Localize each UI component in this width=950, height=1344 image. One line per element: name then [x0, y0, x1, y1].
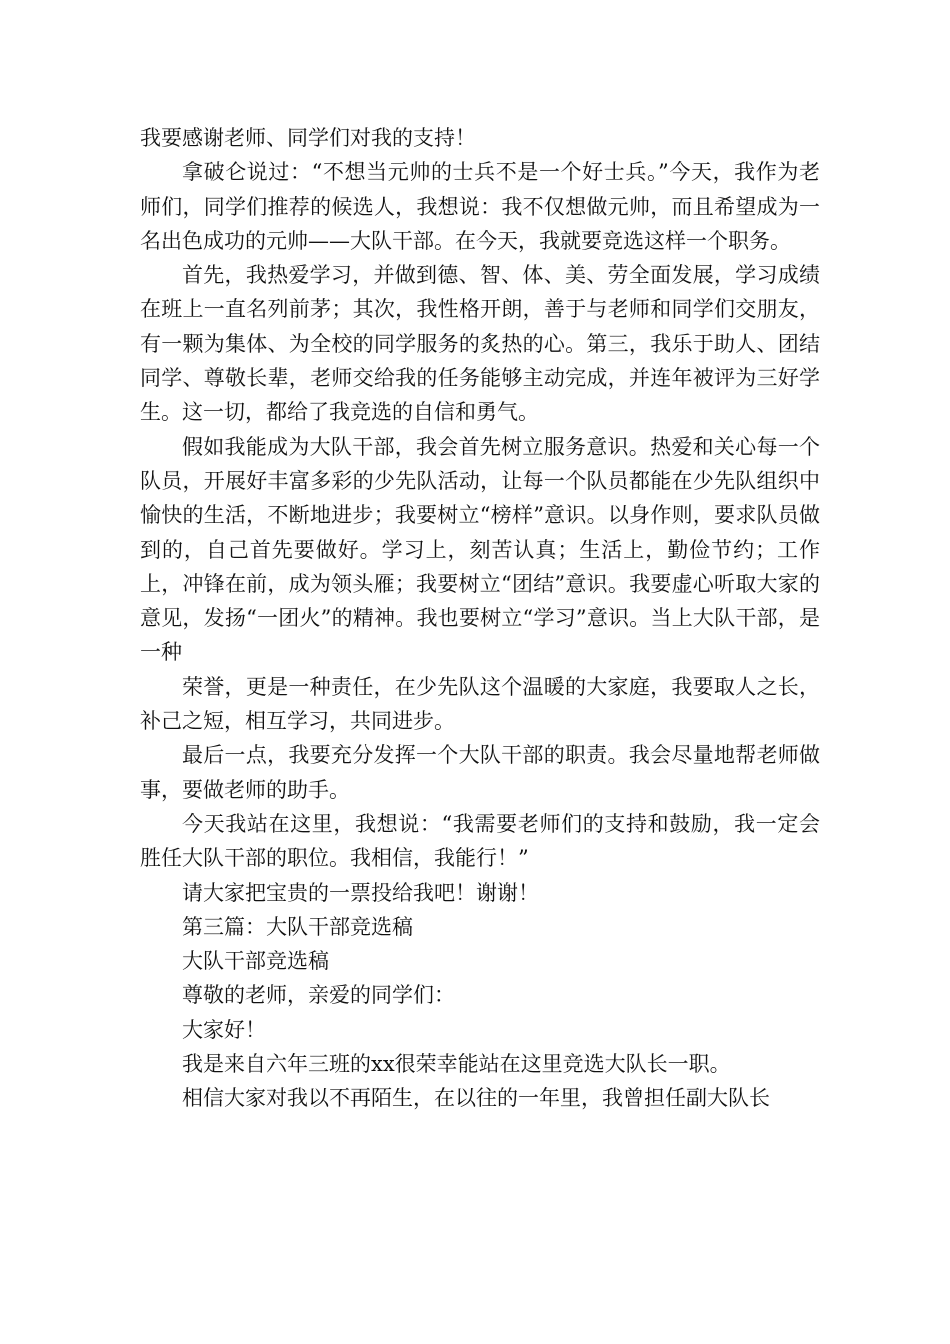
paragraph-duty: 最后一点，我要充分发挥一个大队干部的职责。我会尽量地帮老师做事，要做老师的助手。 [140, 743, 820, 802]
paragraph-vote-request: 请大家把宝贵的一票投给我吧！谢谢！ [182, 880, 539, 905]
greeting: 大家好！ [182, 1017, 266, 1042]
salutation: 尊敬的老师，亲爱的同学们： [182, 983, 455, 1008]
section-heading: 第三篇：大队干部竞选稿 [182, 914, 413, 939]
speech-title: 大队干部竞选稿 [182, 949, 329, 974]
paragraph-introduction: 我是来自六年三班的xx很荣幸能站在这里竞选大队长一职。 [182, 1052, 731, 1077]
paragraph-thanks: 我要感谢老师、同学们对我的支持！ [140, 126, 476, 150]
paragraph-qualities: 首先，我热爱学习，并做到德、智、体、美、劳全面发展，学习成绩在班上一直名列前茅；其次，我性格开朗，善于与老师和同学们交朋友，有一颗为集体、为全校的同学服务的炙热的心。第三，我乐于助人、团结同学、尊敬长辈，老师交给我的任务能够主动完成，并连年被评为三好学生。这一切，都给了我竞选的自信和勇气。 [140, 263, 820, 425]
document-page [140, 121, 820, 1116]
paragraph-napoleon-quote: 拿破仑说过：“不想当元帅的士兵不是一个好士兵。”今天，我作为老师们，同学们推荐的候选人，我想说：我不仅想做元帅，而且希望成为一名出色成功的元帅——大队干部。在今天，我就要竞选这样一个职务。 [140, 160, 820, 253]
paragraph-honor: 荣誉，更是一种责任，在少先队这个温暖的大家庭，我要取人之长，补己之短，相互学习，共同进步。 [140, 674, 820, 734]
paragraph-statement: 今天我站在这里，我想说：“我需要老师们的支持和鼓励，我一定会胜任大队干部的职位。我相信，我能行！” [140, 811, 820, 871]
paragraph-experience: 相信大家对我以不再陌生，在以往的一年里，我曾担任副大队长 [182, 1086, 770, 1111]
paragraph-plans: 假如我能成为大队干部，我会首先树立服务意识。热爱和关心每一个队员，开展好丰富多彩的少先队活动，让每一个队员都能在少先队组织中愉快的生活，不断地进步；我要树立“榜样”意识。以身作则，要求队员做到的，自己首先要做好。学习上，刻苦认真；生活上，勤俭节约；工作上，冲锋在前，成为领头雁；我要树立“团结”意识。我要虚心听取大家的意见，发扬“一团火”的精神。我也要树立“学习”意识。当上大队干部，是一种 [140, 434, 820, 665]
